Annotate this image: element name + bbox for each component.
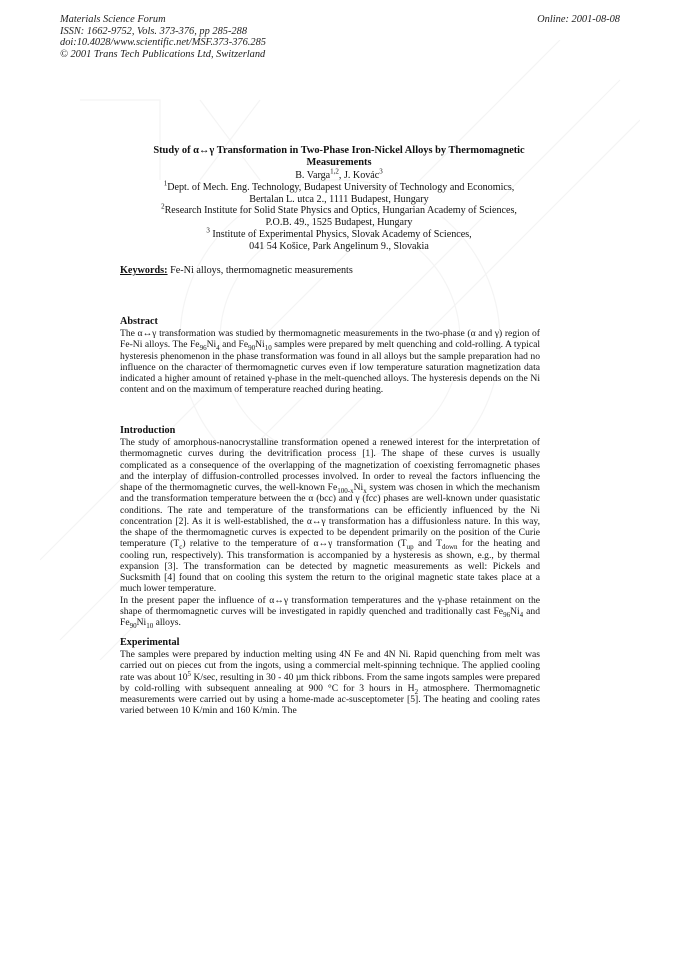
journal-name: Materials Science Forum: [60, 14, 166, 25]
title-line-1: Study of α↔γ Transformation in Two-Phase Iron-Nickel Alloys by Thermomagnetic: [153, 145, 525, 156]
journal-header: [60, 14, 620, 60]
intro-part: The study of amorphous-nanocrystalline transformation opened a renewed interest for the interpretation of thermomagnetic curves during the devitrification process [1]. The shape of these curves is usually complicated as a consequence of the overlapping of the magnetization of coexisting ferromagnetic phases and the interplay of diffusion-controlled processes involved. In order to reveal the factors influencing the shape of the thermomagnetic curves, the well-known Fe: [120, 437, 540, 493]
affiliation-3: [100, 226, 578, 241]
title-line-2: Measurements: [306, 157, 372, 169]
author-varga: B. Varga: [295, 170, 331, 181]
intro-sub: down: [441, 543, 458, 552]
aff3-sup: 3: [206, 226, 210, 235]
intro-part: Ni: [136, 617, 147, 628]
author-kovac-sup: 3: [379, 167, 383, 176]
intro-part: system was chosen in which the mechanism and the transformation temperature between the α (bcc) and γ (fcc) phases are well-known under quasistatic conditions. The rate and temperature of the transformations can be efficiently influenced by the Ni concentration [2]. As it is well-established, the α↔γ transformation has a diffusionless nature. In this way, the shape of the thermomagnetic curves is expected to be dependent primarily on the position of the Curie temperature (T: [120, 482, 540, 550]
abstract-sub: 90: [248, 344, 256, 353]
abstract-text: [120, 328, 540, 396]
experimental-text: [120, 649, 540, 717]
exp-sup: 5: [187, 669, 192, 678]
aff2-line1: Research Institute for Solid State Physics and Optics, Hungarian Academy of Sciences,: [164, 205, 517, 217]
abstract-sub: 96: [199, 344, 207, 353]
aff1-sup: 1: [163, 179, 168, 188]
intro-sub: c: [179, 543, 183, 552]
abstract-part: and Fe: [219, 339, 249, 351]
intro-sub: up: [406, 543, 414, 552]
intro-sub: 90: [129, 621, 137, 630]
intro-part: Ni: [510, 605, 520, 617]
affiliation-3-address: 041 54 Košice, Park Angelinum 9., Slovakia: [249, 240, 429, 252]
keywords: [120, 265, 560, 277]
author-varga-sup: 1,2: [330, 167, 339, 176]
introduction-heading: Introduction: [120, 425, 176, 436]
intro-part: and T: [413, 538, 442, 550]
intro-sub: 96: [503, 610, 511, 619]
abstract-sub: 4: [216, 344, 220, 353]
intro-part: for the heating and cooling run, respectively). This transformation is accompanied by a hysteresis as shown, e.g., by thermal expansion [3]. The transformation can be detected by magnetic measurements as well: Pickels and Sucksmith [4] found that on cooling this system the return to the original magnetic state takes place at a much lower temperature.: [120, 538, 541, 595]
exp-part: atmosphere. Thermomagnetic measurements were carried out by using a home-made ac-susceptometer [5]. The heating and cooling rates varied between 10 K/min and 160 K/min. The: [120, 682, 540, 717]
abstract-part: samples were prepared by melt quenching and cold-rolling. A typical hysteresis phenomenon in the phase transformation was found in all alloys but the sample preparation had no influence on the character of thermomagnetic curves even if low temperature saturation magnetization data indicated a higher amount of retained γ-phase in the melt-quenched alloys. The hysteresis depends on the Ni content and on the maximum of temperature reached during heating.: [120, 339, 541, 396]
aff2-sup: 2: [161, 203, 165, 212]
abstract-sub: 10: [264, 344, 272, 353]
experimental-section: [120, 637, 540, 717]
abstract-part: Ni: [255, 339, 265, 351]
intro-part: Ni: [353, 482, 364, 493]
experimental-heading: Experimental: [120, 637, 180, 648]
intro-part: alloys.: [153, 617, 181, 628]
online-date: Online: 2001-08-08: [537, 14, 620, 25]
copyright-line: © 2001 Trans Tech Publications Ltd, Switzerland: [60, 48, 266, 60]
abstract-part: Ni: [206, 339, 217, 351]
introduction-paragraph-2: [120, 595, 540, 629]
keywords-label: Keywords:: [120, 265, 168, 276]
affiliation-1: [100, 179, 578, 194]
keywords-text: Fe-Ni alloys, thermomagnetic measurements: [167, 265, 353, 276]
affiliation-2: [100, 205, 578, 217]
intro-part: ) relative to the temperature of α↔γ transformation (T: [182, 538, 407, 550]
exp-part: K/sec, resulting in 30 - 40 µm thick ribbons. From the same ingots samples were prepared by cold-rolling with subsequent annealing at 900 °C for 3 hours in H: [120, 671, 540, 694]
aff3-line1: Institute of Experimental Physics, Slovak Academy of Sciences,: [209, 228, 472, 240]
abstract-part: The α↔γ transformation was studied by thermomagnetic measurements in the two-phase (α and γ) region of Fe-Ni alloys. The Fe: [120, 328, 540, 351]
exp-sub: 2: [414, 687, 419, 696]
intro-sub: 4: [519, 610, 524, 619]
abstract-section: [120, 316, 540, 396]
doi-link[interactable]: doi:10.4028/www.scientific.net/MSF.373-376.285: [60, 37, 266, 49]
introduction-paragraph-1: [120, 437, 540, 595]
affiliation-2-address: P.O.B. 49., 1525 Budapest, Hungary: [265, 217, 413, 229]
aff1-line1: Dept. of Mech. Eng. Technology, Budapest University of Technology and Economics,: [167, 181, 515, 193]
exp-part: The samples were prepared by induction melting using 4N Fe and 4N Ni. Rapid quenching from melt was carried out on pieces cut from the ingots, using a commercial melt-spinning technique. The applied cooling rate was about 10: [120, 649, 540, 683]
author-line: [100, 167, 578, 182]
intro-sub: x: [363, 486, 367, 495]
intro-sub: 10: [146, 621, 154, 630]
abstract-heading: Abstract: [120, 316, 158, 327]
author-kovac: , J. Kovác: [338, 170, 380, 181]
paper-title: [120, 145, 558, 170]
introduction-section: [120, 425, 540, 628]
author-block: [100, 167, 578, 253]
intro-part: In the present paper the influence of α↔γ transformation temperatures and the γ-phase retainment on the shape of thermomagnetic curves will be investigated in rapidly quenched and traditionally cast Fe: [120, 594, 540, 617]
issn-line: ISSN: 1662-9752, Vols. 373-376, pp 285-288: [60, 25, 248, 37]
affiliation-1-address: Bertalan L. utca 2., 1111 Budapest, Hungary: [249, 193, 429, 205]
intro-sub: 100-x: [337, 486, 354, 495]
intro-part: and Fe: [120, 605, 540, 628]
